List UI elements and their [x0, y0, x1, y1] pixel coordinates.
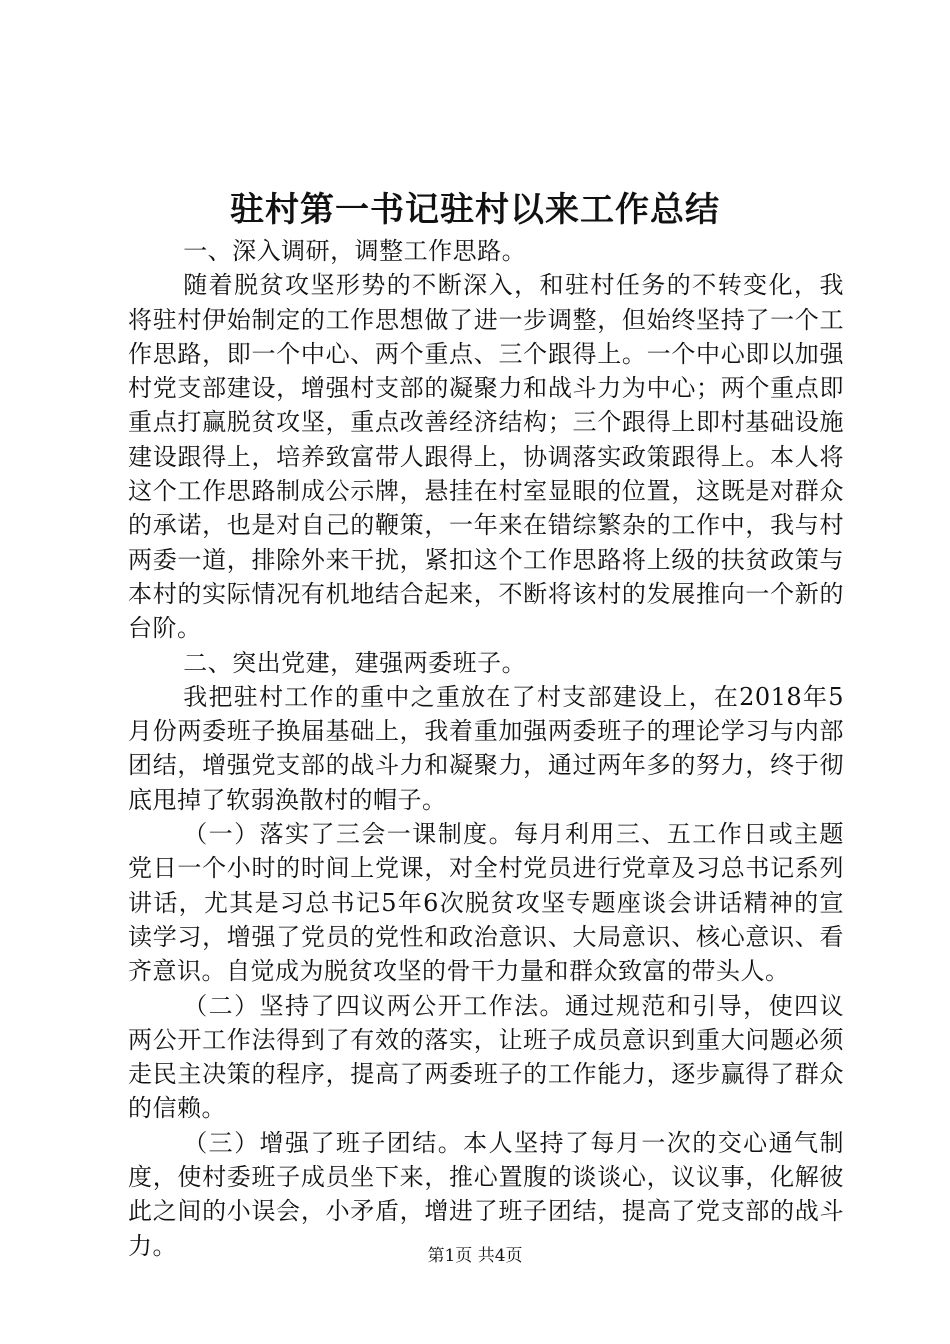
- paragraph-item-2: （二）坚持了四议两公开工作法。通过规范和引导，使四议两公开工作法得到了有效的落实，让班子成员意识到重大问题必须走民主决策的程序，提高了两委班子的工作能力，逐步赢得了群众的信赖。: [128, 991, 844, 1123]
- section-heading-2: 二、突出党建，建强两委班子。: [183, 648, 527, 677]
- section-heading-1: 一、深入调研，调整工作思路。: [183, 237, 527, 265]
- paragraph-2: 我把驻村工作的重中之重放在了村支部建设上，在2018年5月份两委班子换届基础上，我着重加强两委班子的理论学习与内部团结，增强党支部的战斗力和凝聚力，通过两年多的努力，终于彻底甩掉了软弱涣散村的帽子。: [128, 682, 844, 814]
- paragraph-item-3: （三）增强了班子团结。本人坚持了每月一次的交心通气制度，使村委班子成员坐下来，推心置腹的谈谈心，议议事，化解彼此之间的小误会，小矛盾，增进了班子团结，提高了党支部的战斗力。: [128, 1128, 844, 1260]
- page-footer: 第1页 共4页: [427, 1246, 523, 1266]
- document-body: [128, 234, 844, 1263]
- document-title: 驻村第一书记驻村以来工作总结: [230, 190, 720, 230]
- paragraph-item-1: （一）落实了三会一课制度。每月利用三、五工作日或主题党日一个小时的时间上党课，对全村党员进行党章及习总书记系列讲话，尤其是习总书记5年6次脱贫攻坚专题座谈会讲话精神的宣读学习，增强了党员的党性和政治意识、大局意识、核心意识、看齐意识。自觉成为脱贫攻坚的骨干力量和群众致富的带头人。: [128, 820, 844, 986]
- paragraph-1: 随着脱贫攻坚形势的不断深入，和驻村任务的不转变化，我将驻村伊始制定的工作思想做了进一步调整，但始终坚持了一个工作思路，即一个中心、两个重点、三个跟得上。一个中心即以加强村党支部建设，增强村支部的凝聚力和战斗力为中心；两个重点即重点打赢脱贫攻坚，重点改善经济结构；三个跟得上即村基础设施建设跟得上，培养致富带人跟得上，协调落实政策跟得上。本人将这个工作思路制成公示牌，悬挂在村室显眼的位置，这既是对群众的承诺，也是对自己的鞭策，一年来在错综繁杂的工作中，我与村两委一道，排除外来干扰，紧扣这个工作思路将上级的扶贫政策与本村的实际情况有机地结合起来，不断将该村的发展推向一个新的台阶。: [128, 271, 844, 643]
